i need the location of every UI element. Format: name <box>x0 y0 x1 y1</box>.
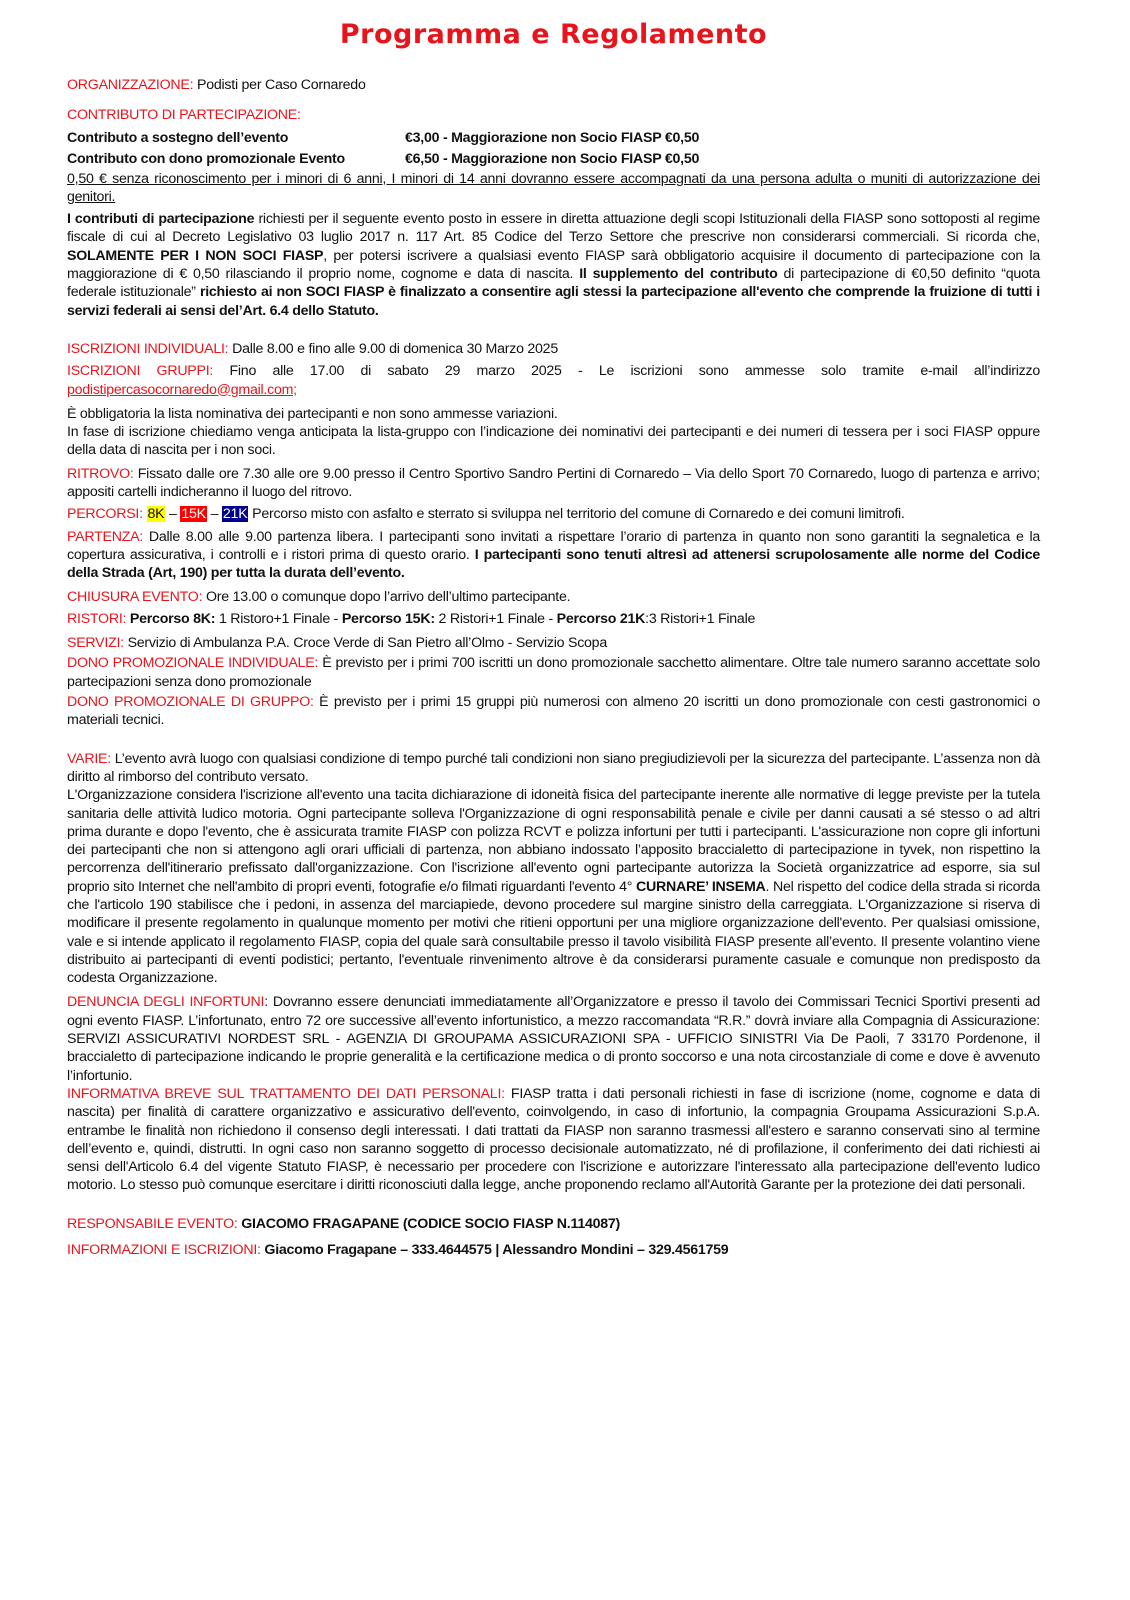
badge-15k: 15K <box>181 506 206 523</box>
section-informazioni <box>67 1241 1040 1259</box>
value-iscrizioni-individuali: Dalle 8.00 e fino alle 9.00 di domenica 30 Marzo 2025 <box>228 340 558 357</box>
section-servizi <box>67 634 1040 652</box>
ristori-15k-value: 2 Ristori+1 Finale - <box>434 610 557 627</box>
value-iscrizioni-gruppi: Fino alle 17.00 di sabato 29 marzo 2025 - Le iscrizioni sono ammesse solo tramite e-mail all’indirizzo <box>213 363 1040 380</box>
value-privacy: FIASP tratta i dati personali richiesti in fase di iscrizione (nome, cognome e data di nascita) per finalità di carattere organizzativo e assicurativo dell'evento, coinvolgendo, in caso di infortunio, la compagnia Groupama Assicurazioni S.p.A. entrambe le finalità non richiedono il consenso degli interessati. I dati trattati da FIASP non saranno trasmessi all'estero e saranno conservati sino al termine dell’evento e, quindi, distrutti. In ogni caso non saranno soggetto di processo decisionale automatizzato, né di profilazione, il conferimento dei dati richiesti ai sensi dell'Articolo 6.4 del vigente Statuto FIASP, è necessario per procedere con l'iscrizione e autorizzare l'interessato alla partecipazione dell'evento ludico motorio. Lo stesso può comunque esercitare i diritti riconosciuti dalla legge, anche proponendo reclamo all'Autorità Garante per la protezione dei dati personali. <box>67 1085 1040 1194</box>
label-iscrizioni-individuali: ISCRIZIONI INDIVIDUALI: <box>67 340 229 357</box>
fee-name: Contributo a sostegno dell’evento <box>67 129 289 146</box>
event-name: CURNARE’ INSEMA <box>635 878 766 895</box>
section-varie <box>67 750 1040 787</box>
badge-21k: 21K <box>222 506 248 523</box>
label-responsabile: RESPONSABILE EVENTO: <box>67 1215 238 1232</box>
section-ristori <box>67 610 1040 628</box>
section-organizzazione <box>67 76 1040 94</box>
value-informazioni: Giacomo Fragapane – 333.4644575 | Alessandro Mondini – 329.4561759 <box>260 1242 729 1259</box>
value-responsabile: GIACOMO FRAGAPANE (CODICE SOCIO FIASP N.114087) <box>237 1215 621 1232</box>
value-chiusura: Ore 13.00 o comunque dopo l’arrivo dell’ultimo partecipante. <box>202 588 571 605</box>
label-organizzazione: ORGANIZZAZIONE: <box>67 77 194 93</box>
varie-paragraph-2 <box>67 786 1040 987</box>
label-ritrovo: RITROVO: <box>67 465 134 482</box>
value-percorsi: Percorso misto con asfalto e sterrato si sviluppa nel territorio del comune di Cornaredo e dei comuni limitrofi. <box>248 506 905 523</box>
label-dono-individuale: DONO PROMOZIONALE INDIVIDUALE: <box>67 655 319 672</box>
separator: – <box>165 506 181 523</box>
label-privacy: INFORMATIVA BREVE SUL TRATTAMENTO DEI DATI PERSONALI: <box>67 1085 505 1102</box>
section-chiusura <box>67 588 1040 606</box>
email-link[interactable]: podistipercasocornaredo@gmail.com; <box>67 381 297 398</box>
section-partenza <box>67 528 1040 583</box>
contributi-bold-4: richiesto ai non SOCI FIASP è finalizzato a consentire agli stessi la partecipazione all'evento che comprende la fruizione di tutti i servizi federali ai sensi del’Art. 6.4 dello Statuto. <box>67 284 1040 319</box>
section-percorsi <box>67 505 1040 523</box>
contributi-text-2: , per potersi iscrivere a qualsiasi evento FIASP sarà obbligatorio acquisire il documento di partecipazione con la maggiorazione di € 0,50 rilasciando il proprio nome, cognome e data di nascita. <box>67 247 1040 283</box>
ristori-8k-label: Percorso 8K: <box>126 610 216 627</box>
contributi-paragraph <box>67 210 1040 320</box>
label-ristori: RISTORI: <box>67 610 127 627</box>
contributi-bold-3: Il supplemento del contributo <box>579 266 778 283</box>
varie-text-a: L'Organizzazione considera l'iscrizione all'evento una tacita dichiarazione di idoneità fisica del partecipante inerente alle normative di legge previste per la tutela sanitaria delle attività ludico motoria. Ogni partecipante solleva l'Organizzazione di ogni responsabilità penale e civile per danni causati a sé stesso o ad altri prima durante e dopo l'evento, che è assicurata tramite FIASP con polizza RCVT e polizza infortuni per tutti i partecipanti. L'assicurazione non copre gli infortuni dei partecipanti che non si attengono agli orari ufficiali di partenza, non abbiano indossato l’apposito braccialetto di partecipazione in tyvek, non rispettino la percorrenza dell'itinerario prefissato dall'organizzazione. Con l'iscrizione all'evento ogni partecipante autorizza la Società organizzatrice ad esporre, sia sul proprio sito Internet che nell'ambito di propri eventi, fotografie e/o filmati riguardanti l'evento 4° <box>67 787 1040 895</box>
ristori-21k-value: :3 Ristori+1 Finale <box>645 610 756 627</box>
fee-row <box>67 149 1040 170</box>
contributi-text-3: di partecipazione di €0,50 definito “quota federale istituzionale” <box>67 266 1041 301</box>
fee-value: €3,00 - Maggiorazione non Socio FIASP €0,50 <box>405 129 700 146</box>
fee-value: €6,50 - Maggiorazione non Socio FIASP €0,50 <box>405 150 700 167</box>
gruppi-note-2: In fase di iscrizione chiediamo venga anticipata la lista-gruppo con l’indicazione dei nominativi dei partecipanti e dei numeri di tessera per i soci FIASP oppure della data di nascita per i non soci. <box>67 424 1040 459</box>
section-responsabile <box>67 1215 1040 1233</box>
value-ritrovo: Fissato dalle ore 7.30 alle ore 9.00 presso il Centro Sportivo Sandro Pertini di Cornaredo – Via dello Sport 70 Cornaredo, luogo di partenza e arrivo; appositi cartelli indicheranno il luogo del ritrovo. <box>67 465 1040 501</box>
ristori-8k-value: 1 Ristoro+1 Finale - <box>215 610 342 627</box>
value-varie: L’evento avrà luogo con qualsiasi condizione di tempo purché tali condizioni non siano pregiudizievoli per la sicurezza del partecipante. L’assenza non dà diritto al rimborso del contributo versato. <box>67 750 1040 785</box>
section-dono-gruppo <box>67 693 1040 730</box>
label-iscrizioni-gruppi: ISCRIZIONI GRUPPI: <box>67 363 214 380</box>
section-privacy <box>67 1085 1040 1195</box>
ristori-21k-label: Percorso 21K <box>556 610 646 627</box>
contributi-bold-2: SOLAMENTE PER I NON SOCI FIASP <box>67 247 324 264</box>
fee-row <box>67 128 1040 149</box>
badge-8k: 8K <box>147 506 165 523</box>
value-servizi: Servizio di Ambulanza P.A. Croce Verde di San Pietro all’Olmo - Servizio Scopa <box>123 635 607 652</box>
value-denuncia: : Dovranno essere denunciati immediatamente all’Organizzatore e presso il tavolo dei Commissari Tecnici Sportivi presenti ad ogni evento FIASP. L’infortunato, entro 72 ore successive all’evento infortunistico, a mezzo raccomandata “R.R.” dovrà inviare alla Compagnia di Assicurazione: SERVIZI ASSICURATIVI NORDEST SRL - AGENZIA DI GROUPAMA ASSICURAZIONI SPA - UFFICIO SINISTRI Via De Paoli, 7 33170 Pordenone, il braccialetto di partecipazione indicando le proprie generalità e la certificazione medica o di pronto soccorso e una nota circostanziale di come e dove è avvenuto l’infortunio. <box>67 994 1040 1084</box>
section-ritrovo <box>67 465 1040 502</box>
document-page <box>67 0 1040 1259</box>
label-chiusura: CHIUSURA EVENTO: <box>67 588 203 605</box>
label-dono-gruppo: DONO PROMOZIONALE DI GRUPPO: <box>67 694 314 711</box>
value-organizzazione: Podisti per Caso Cornaredo <box>197 77 366 93</box>
label-varie: VARIE: <box>67 750 111 767</box>
label-percorsi: PERCORSI: <box>67 506 143 523</box>
fee-name: Contributo con dono promozionale Evento <box>67 150 345 167</box>
section-iscrizioni-gruppi <box>67 362 1040 399</box>
contributi-text-1: richiesti per il seguente evento posto in essere in diretta attuazione degli scopi Istituzionali della FIASP sono sottoposti al regime fiscale di cui al Decreto Legislativo 03 luglio 2017 n. 117 Art. 85 Codice del Terzo Settore che prescrive non considerarsi commerciali. Si ricorda che, <box>67 211 1041 246</box>
label-servizi: SERVIZI: <box>67 635 124 652</box>
value-dono-individuale: È previsto per i primi 700 iscritti un dono promozionale sacchetto alimentare. Oltre tale numero saranno accettate solo partecipazioni senza dono promozionale <box>67 655 1040 690</box>
ristori-15k-label: Percorso 15K: <box>341 610 435 627</box>
label-denuncia: DENUNCIA DEGLI INFORTUNI <box>67 994 265 1011</box>
minori-note: 0,50 € senza riconoscimento per i minori di 6 anni, I minori di 14 anni dovranno essere accompagnati da una persona adulta o muniti di autorizzazione dei genitori. <box>67 170 1040 205</box>
value-dono-gruppo: È previsto per i primi 15 gruppi più numerosi con almeno 20 iscritti un dono promozionale con cesti gastronomici o materiali tecnici. <box>67 694 1040 729</box>
partenza-bold: I partecipanti sono tenuti altresì ad attenersi scrupolosamente alle norme del Codice della Strada (Art, 190) per tutta la durata dell’evento. <box>67 546 1040 582</box>
label-contributo: CONTRIBUTO DI PARTECIPAZIONE: <box>67 107 301 124</box>
label-informazioni: INFORMAZIONI E ISCRIZIONI: <box>67 1242 261 1259</box>
page-title: Programma e Regolamento <box>339 19 768 50</box>
section-iscrizioni-individuali <box>67 340 1040 358</box>
varie-text-c: . Nel rispetto del codice della strada si ricorda che l'articolo 190 stabilisce che i pedoni, in assenza del marciapiede, devono procedere sul margine sinistro della carreggiata. L'Organizzazione si riserva di modificare il presente regolamento in qualunque momento per motivi che ritieni opportuni per una migliore organizzazione dell'evento. Per qualsiasi omissione, vale e si intende applicato il regolamento FIASP, copia del quale sarà consultabile presso il tavolo visibilità FIASP presente all’evento. Il presente volantino viene distribuito ai partecipanti di eventi podistici; pertanto, l'eventuale rinvenimento altrove è da considerarsi puramente casuale e comunque non predisposto da codesta Organizzazione. <box>67 878 1040 987</box>
separator: – <box>206 506 222 523</box>
value-partenza: Dalle 8.00 alle 9.00 partenza libera. I partecipanti sono invitati a rispettare l’orario di partenza in quanto non sono garantiti la segnaletica e la copertura assicurativa, i controlli e i ristori prima di questo orario. <box>67 528 1040 563</box>
label-partenza: PARTENZA: <box>67 528 144 545</box>
gruppi-note-1: È obbligatoria la lista nominativa dei partecipanti e non sono ammesse variazioni. <box>67 405 558 422</box>
section-dono-individuale <box>67 654 1040 691</box>
section-denuncia <box>67 993 1040 1084</box>
contributi-bold-1: I contributi di partecipazione <box>67 211 255 228</box>
